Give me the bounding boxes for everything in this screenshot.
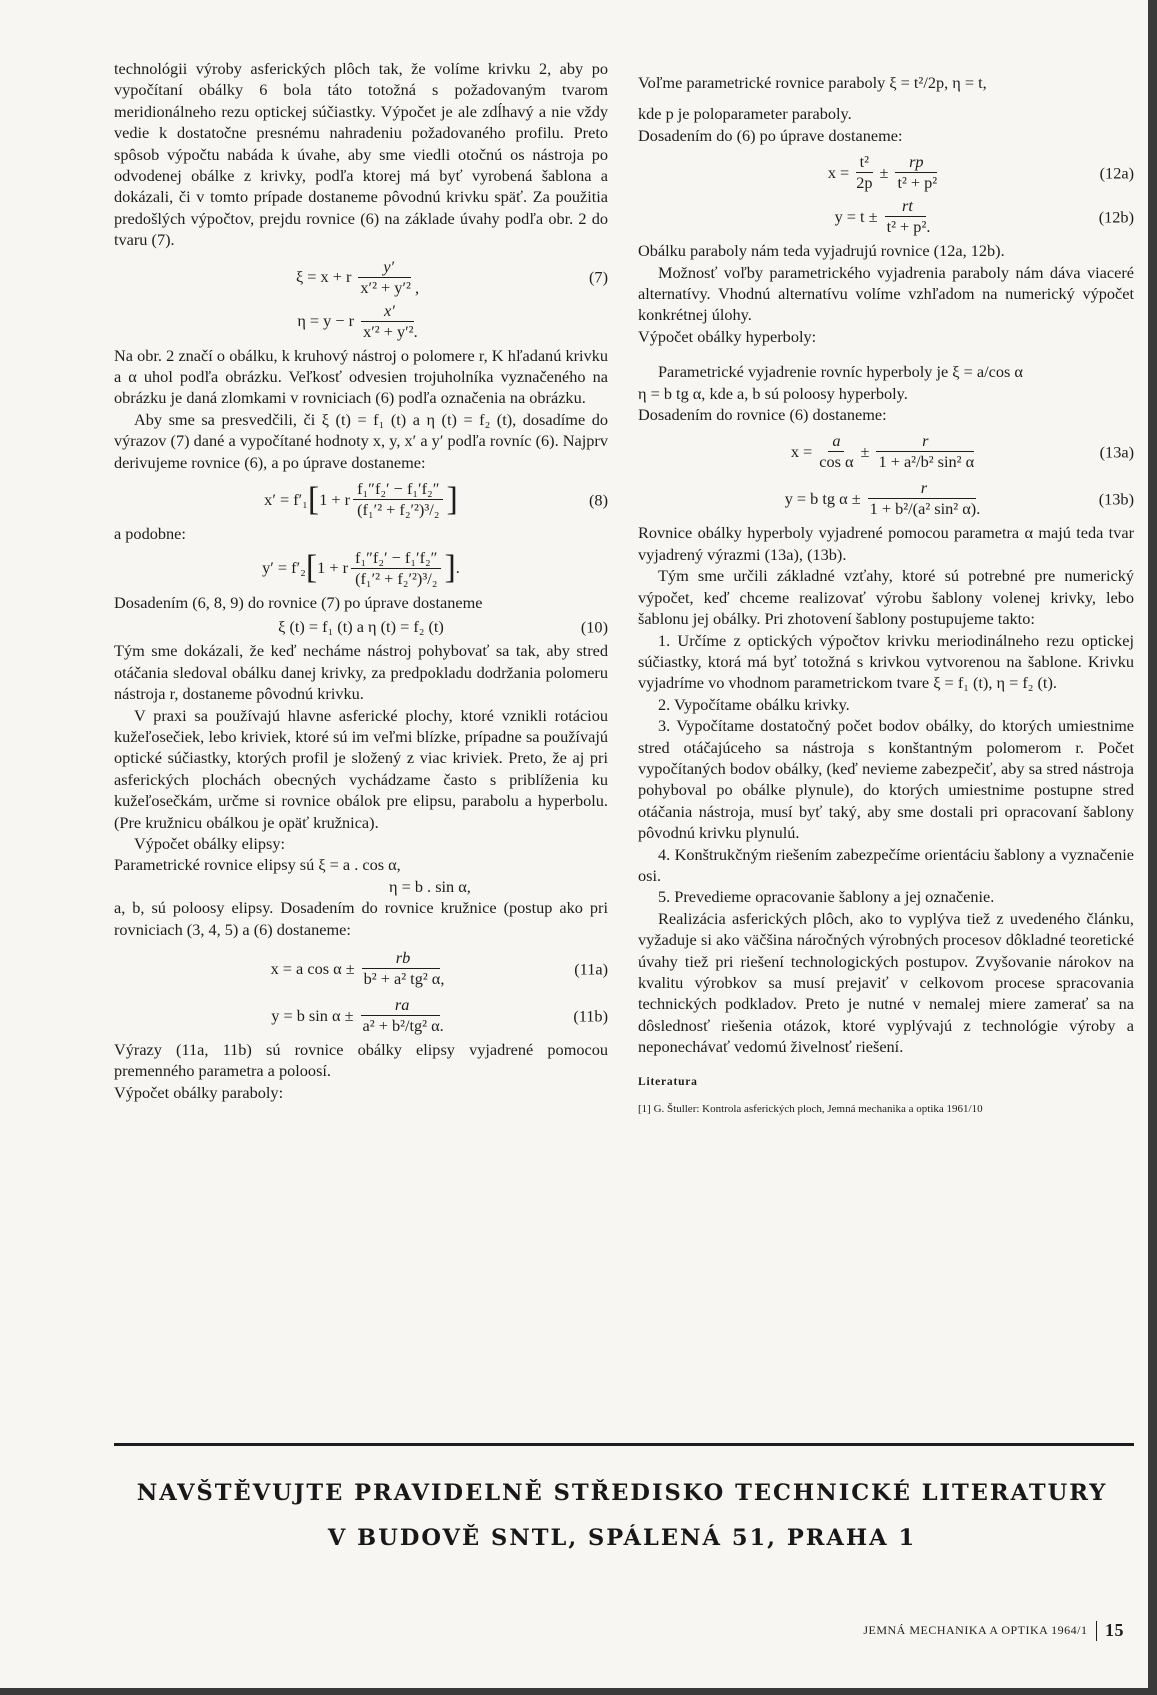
banner-line-2: V BUDOVĚ SNTL, SPÁLENÁ 51, PRAHA 1	[327, 1525, 917, 1551]
equation-12b: y = t ± $\frac{rt}{\text{t² + p².}}$ (12b)	[834, 196, 1134, 237]
equation-number: (12b)	[1098, 207, 1134, 227]
equation-number: (12a)	[1099, 163, 1134, 183]
paragraph: Tým sme dokázali, že keď necháme nástroj pohybovať sa tak, aby stred otáčania sledoval obálku danej krivky, za predpokladu dodržania polomeru nástroja r, dostaneme pôvodnú krivku.	[114, 641, 608, 704]
list-item: 1. Určíme z optických výpočtov krivku meriodinálneho rezu optickej súčiastky, ktorá má byť totožná s krivkou vytvorenou na šablone. Krivku vyjadríme vo vhodnom parametrickom tvare ξ = f₁ (t), η = f₂ (t).	[638, 630, 1134, 693]
paragraph: Obálku paraboly nám teda vyjadrujú rovnice (12a, 12b).	[638, 241, 1005, 261]
equation-13a: x = $\frac{a}{\text{cos α}}$ ± $\frac{r}{\text{1 + a²/b² sin² α}}$ (13a)	[790, 431, 1134, 472]
equation-number: (11b)	[573, 1005, 608, 1025]
equation-text: ξ (t) = f₁ (t) a η (t) = f₂ (t)	[278, 616, 444, 636]
page-footer	[863, 1620, 1124, 1641]
paragraph: Možnosť voľby parametrického vyjadrenia paraboly nám dáva viaceré alternatívy. Vhodnú alternatívu volíme vzhľadom na numerický výpočet konkrétnej úlohy.	[638, 262, 1134, 325]
left-column	[114, 58, 608, 1103]
paragraph: Rovnice obálky hyperboly vyjadrené pomocou parametra α majú teda tvar vyjadrený výrazmi (13a), (13b).	[638, 523, 1134, 564]
paragraph: Realizácia asferických plôch, ako to vyplýva tiež z uvedeného článku, vyžaduje si ako väčšina náročných výrobných procesov dôkladné teoretické úvahy tiež pri riešení technologických postupov. Zvyšovanie nárokov na kvalitu výrobkov sa musí prejaviť v celkovom procese spracovania technických podkladov. Preto je nutné v nemalej miere zamerať sa na dôslednosť riešenia otázok, ktoré vyplývajú z technológie výroby a neponechávať vedomú živelnosť riešení.	[638, 908, 1134, 1057]
equation-8: x′ = f′₁ [ 1 + r $\frac{\text{f₁″f₂′ − f₁′f₂″}}{\text{(f₁′² + f₂′²)³/₂}}$ ] (8)	[264, 479, 608, 520]
equation-13b: y = b tg α ± $\frac{r}{\text{1 + b²/(a² sin² α).}}$ (13b)	[784, 478, 1134, 519]
equation-number: (10)	[580, 616, 608, 636]
equation-number: (7)	[589, 267, 608, 287]
paragraph: η = b tg α, kde a, b sú poloosy hyperboly.	[638, 383, 908, 403]
paragraph: Výpočet obálky elipsy:	[134, 833, 286, 853]
paragraph: Dosadením do rovnice (6) dostaneme:	[638, 405, 887, 425]
references-heading: Literatura	[638, 1075, 698, 1088]
reference-item: [1] G. Štuller: Kontrola asferických ploch, Jemná mechanika a optika 1961/10	[638, 1103, 983, 1116]
equation-number: (8)	[589, 489, 608, 509]
right-column	[638, 72, 1134, 1120]
paragraph: Výrazy (11a, 11b) sú rovnice obálky elipsy vyjadrené pomocou premenného parametra a poloosí.	[114, 1040, 608, 1081]
paragraph: Dosadením do (6) po úprave dostaneme:	[638, 125, 903, 145]
paragraph: η = b . sin α,	[389, 876, 471, 896]
paragraph: V praxi sa používajú hlavne asferické plochy, ktoré vznikli rotáciou kužeľosečiek, lebo kriviek, ktoré sú im veľmi blízke, prípadne sa používajú optické súčiastky, ktorých profil je složený z viac kriviek. Preto, že aj pri asferických plochách obecných vychádzame často s priblíženia ku kužeľosečkám, určme si rovnice obálok pre elipsu, parabolu a hyperbolu. (Pre kružnicu obálkou je opäť kružnica).	[114, 705, 608, 832]
paragraph: Dosadením (6, 8, 9) do rovnice (7) po úprave dostaneme	[114, 592, 483, 612]
paragraph: Tým sme určili základné vzťahy, ktoré sú potrebné pre numerický výpočet, keď chceme realizovať výrobu šablony volenej krivky, lebo šablonu jej obálky. Pri zhotovení šablony postupujeme takto:	[638, 566, 1134, 629]
paragraph: Výpočet obálky paraboly:	[114, 1082, 284, 1102]
equation-11a: x = a cos α ± $\frac{rb}{\text{b² + a² tg² α,}}$ (11a)	[270, 948, 608, 988]
paragraph: Parametrické rovnice elipsy sú ξ = a . cos α,	[114, 855, 401, 875]
equation-9: y′ = f′₂ [ 1 + r $\frac{\text{f₁″f₂′ − f₁′f₂″}}{\text{(f₁′² + f₂′²)³/₂}}$ ] .	[262, 547, 460, 588]
banner-line-1: NAVŠTĚVUJTE PRAVIDELNĚ STŘEDISKO TECHNICKÉ LITERATURY	[136, 1480, 1108, 1506]
list-item: 4. Konštrukčným riešením zabezpečíme orientáciu šablony a vyznačenie osi.	[638, 844, 1134, 885]
equation-11b: y = b sin α ± $\frac{ra}{\text{a² + b²/tg² α.}}$ (11b)	[271, 995, 608, 1035]
list-item: 3. Vypočítame dostatočný počet bodov obálky, do ktorých umiestnime stred otáčajúceho sa nástroja s konštantným polomerom r. Počet vypočítaných bodov obálky, (keď nevieme zabezpečiť, aby sa stred nástroja pohyboval po obálke plynule), do ktorých umiestnime postupne stred otáčania nástroja, musí byť taký, aby sme dostali pri opracovaní šablony pôvodnú krivku plynulú.	[638, 716, 1134, 843]
paragraph: technológii výroby asferických plôch tak, že volíme krivku 2, aby po vypočítaní obálky 6 bola táto totožná s požadovaným tvarom meridionálneho rezu optickej súčiastky. Výpočet je ale zdĺhavý a nie vždy vedie k dostatočne presnému nahradeniu požadovaného profilu. Preto spôsob výpočtu nabáda k úvahe, aby sme viedli otočnú os nástroja po odvodenej obálke z krivky, podľa ktorej má byť vyrobená šablona a dokázali, či v tomto prípade dostaneme pôvodnú krivku späť. Za použitia predošlých výpočtov, prejdu rovnice (6) na základe úvahy podľa obr. 2 do tvaru (7).	[114, 59, 608, 250]
equation-7b: η = y − r $\frac{x'}{\text{x′² + y′².}}$	[297, 300, 418, 341]
paragraph: kde p je poloparameter paraboly.	[638, 104, 852, 124]
paragraph: a podobne:	[114, 524, 186, 544]
paragraph: Aby sme sa presvedčili, či ξ (t) = f₁ (t) a η (t) = f₂ (t), dosadíme do výrazov (7) dané a vypočítané hodnoty x, y, x′ a y′ podľa rovníc (6). Najprv derivujeme rovnice (6), a po úprave dostaneme:	[114, 409, 608, 472]
paragraph: Na obr. 2 značí o obálku, k kruhový nástroj o polomere r, K hľadanú krivku a α uhol podľa obrázku. Veľkosť odvesien trojuholníka vyznačeného na obrázku je daná zlomkami v rovniciach (6) podľa označenia na obrázku.	[114, 345, 608, 408]
paragraph: Parametrické vyjadrenie rovníc hyperboly je ξ = a/cos α	[658, 362, 1023, 382]
paragraph: Výpočet obálky hyperboly:	[638, 326, 817, 346]
separator-rule	[114, 1443, 1134, 1446]
equation-10	[114, 616, 608, 637]
equation-12a: x = $\frac{\text{t²}}{2p}$ ± $\frac{rp}{\text{t² + p²}}$ (12a)	[827, 152, 1134, 193]
journal-name: JEMNÁ MECHANIKA A OPTIKA 1964/1	[863, 1623, 1088, 1637]
list-item: 5. Prevedieme opracovanie šablony a jej označenie.	[658, 887, 995, 907]
equation-number: (13b)	[1098, 489, 1134, 509]
list-item: 2. Vypočítame obálku krivky.	[658, 694, 850, 714]
paragraph: a, b, sú poloosy elipsy. Dosadením do rovnice kružnice (postup ako pri rovniciach (3, 4, 5) a (6) dostaneme:	[114, 898, 608, 939]
page-number: 15	[1105, 1620, 1124, 1640]
paragraph: Voľme parametrické rovnice paraboly ξ = t²/2p, η = t,	[638, 73, 987, 92]
footer-divider	[1096, 1621, 1098, 1641]
equation-number: (11a)	[574, 958, 608, 978]
equation-number: (13a)	[1099, 442, 1134, 462]
equation-7: ξ = x + r $\frac{y'}{\text{x′² + y′² ,}}$ (7)	[295, 256, 608, 297]
